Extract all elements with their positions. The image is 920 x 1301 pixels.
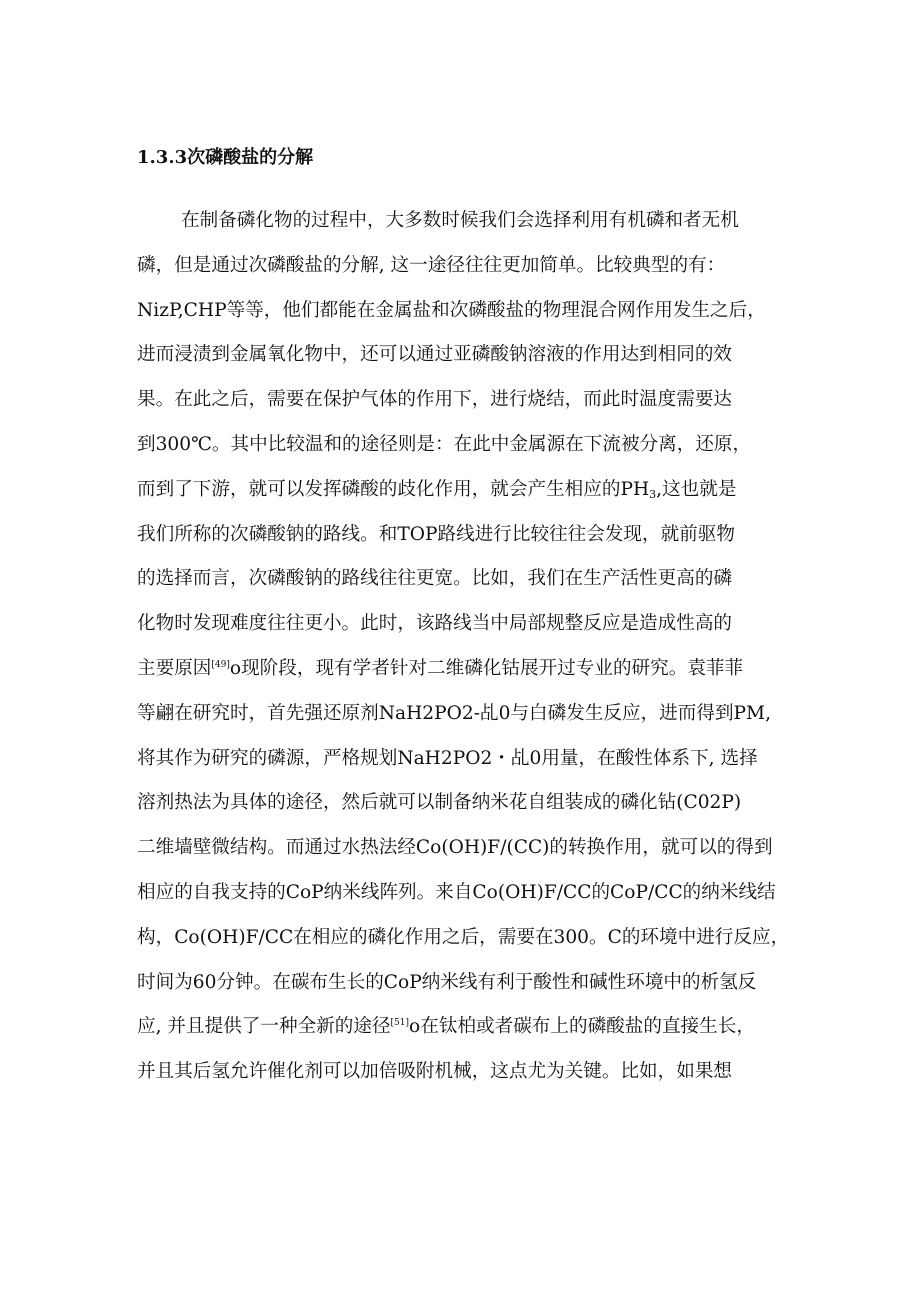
text-line (137, 961, 797, 1006)
text-segment: 在制备磷化物的过程中，大多数时候我们会选择利用有机磷和者无机 (181, 210, 739, 231)
text-segment: 到300℃。其中比较温和的途径则是：在此中金属源在下流被分离，还原， (137, 433, 752, 455)
text-line (137, 692, 797, 737)
text-line (137, 557, 797, 602)
text-segment: 我们所称的次磷酸钠的路线。和TOP路线进行比较往往会发现，就前驱物 (137, 523, 735, 545)
text-line (137, 244, 797, 289)
text-line (137, 378, 797, 423)
text-line (137, 333, 797, 378)
text-segment: 的选择而言，次磷酸钠的路线往往更宽。比如，我们在生产活性更高的磷 (137, 568, 733, 590)
text-segment: 应, 并且提供了一种全新的途径 (137, 1016, 391, 1038)
citation-marker: [51] (390, 1018, 410, 1029)
text-line (137, 916, 797, 961)
subscript: 3 (649, 487, 657, 501)
text-line (137, 199, 797, 244)
text-segment: 相应的自我支持的CoP纳米线阵列。来自Co(OH)F/CC的CoP/CC的纳米线结 (137, 881, 776, 903)
text-line (137, 513, 797, 558)
text-line (137, 647, 797, 692)
text-segment: 主要原因 (137, 657, 212, 679)
text-segment: ,这也就是 (656, 478, 737, 500)
text-segment: 二维墙壁微结构。而通过水热法经Co(OH)F/(CC)的转换作用，就可以的得到 (137, 837, 773, 859)
text-segment: 进而浸渍到金属氧化物中，还可以通过亚磷酸钠溶液的作用达到相同的效 (137, 344, 733, 366)
text-line (137, 826, 797, 871)
text-segment: 并且其后氢允许催化剂可以加倍吸附机械，这点尤为关键。比如，如果想 (137, 1061, 733, 1083)
text-line (137, 289, 797, 334)
text-line (137, 1050, 797, 1095)
section-heading: 1.3.3次磷酸盐的分解 (137, 147, 314, 168)
text-segment: o在钛柏或者碳布上的磷酸盐的直接生长， (409, 1016, 755, 1038)
text-line (137, 602, 797, 647)
text-segment: 等翩在研究时，首先强还原剂NaH2PO2-乩0与白磷发生反应，进而得到PM, (137, 702, 771, 724)
text-segment: 果。在此之后，需要在保护气体的作用下，进行烧结，而此时温度需要达 (137, 389, 733, 411)
text-segment: 化物时发现难度往往更小。此时，该路线当中局部规整反应是造成性高的 (137, 613, 733, 635)
text-line (137, 871, 797, 916)
citation-marker: [49] (211, 659, 230, 670)
text-segment: 磷，但是通过次磷酸盐的分解, 这一途径往往更加简单。比较典型的有： (137, 254, 726, 276)
text-line (137, 423, 797, 468)
text-segment: 构，Co(OH)F/CC在相应的磷化作用之后，需要在300。C的环境中进行反应， (137, 926, 790, 948)
text-segment: NizP,CHP等等，他们都能在金属盐和次磷酸盐的物理混合网作用发生之后， (137, 299, 766, 321)
text-line (137, 468, 797, 513)
text-segment: 时间为60分钟。在碳布生长的CoP纳米线有利于酸性和碱性环境中的析氢反 (137, 971, 757, 993)
text-segment: 将其作为研究的磷源，严格规划NaH2PO2・乩0用量，在酸性体系下, 选择 (137, 747, 758, 769)
text-segment: 而到了下游，就可以发挥磷酸的歧化作用，就会产生相应的PH (137, 478, 650, 500)
text-segment: 溶剂热法为具体的途径，然后就可以制备纳米花自组装成的磷化钻(C02P) (137, 792, 742, 814)
text-line (137, 781, 797, 826)
text-line (137, 737, 797, 782)
text-segment: o现阶段，现有学者针对二维磷化钴展开过专业的研究。袁菲菲 (229, 657, 744, 679)
body-paragraph (137, 199, 797, 1095)
text-line (137, 1005, 797, 1050)
